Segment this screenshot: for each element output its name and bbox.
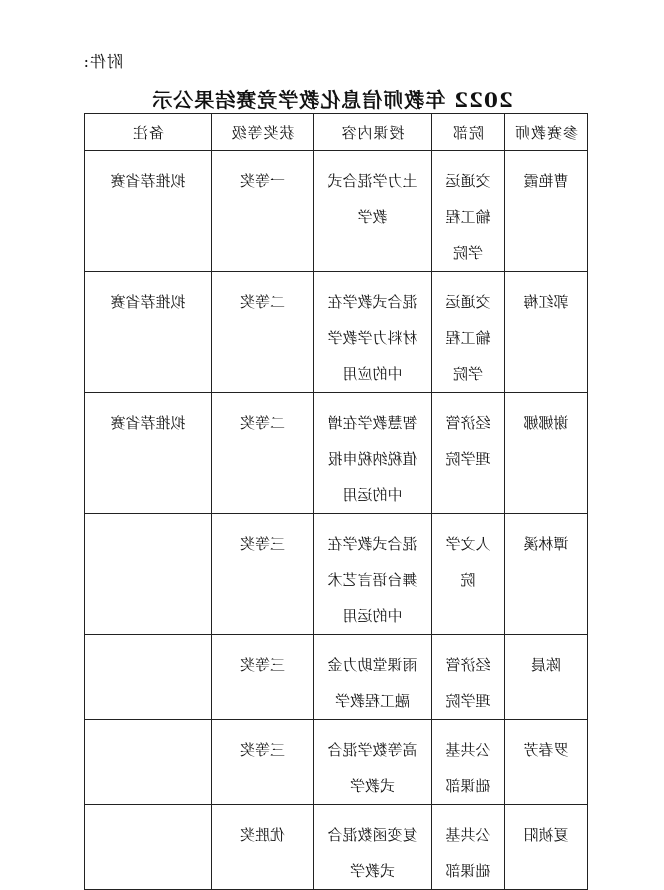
award-cell: 三等奖 [212,514,314,635]
attachment-label: 附件: [82,52,123,71]
content-cell: 混合式教学在材料力学教学中的应用 [314,272,432,393]
content-cell: 复变函数混合式教学 [314,805,432,890]
department-cell: 公共基础课部 [432,805,505,890]
teacher-cell: 谭林溪 [505,514,588,635]
content-cell: 混合式教学在舞台语言艺术中的运用 [314,514,432,635]
department-cell: 人文学院 [432,514,505,635]
header-department: 院部 [432,114,505,151]
table-row [85,514,588,635]
header-teacher: 参赛教师 [505,114,588,151]
note-cell: 拟推荐省赛 [85,393,212,514]
teacher-cell: 夏祯阳 [505,805,588,890]
award-cell: 优胜奖 [212,805,314,890]
table-header-row [85,114,588,151]
header-content: 授课内容 [314,114,432,151]
note-cell [85,635,212,720]
award-cell: 二等奖 [212,393,314,514]
table-row [85,805,588,890]
department-cell: 交通运输工程学院 [432,151,505,272]
note-cell: 拟推荐省赛 [85,272,212,393]
content-cell: 雨课堂助力金融工程教学 [314,635,432,720]
content-cell: 土力学混合式教学 [314,151,432,272]
page-title: 2022 年教师信息化教学竞赛结果公示 [151,88,513,112]
teacher-cell: 罗春芳 [505,720,588,805]
results-table [84,113,588,890]
table-row [85,151,588,272]
note-cell [85,805,212,890]
department-cell: 公共基础课部 [432,720,505,805]
table-row [85,720,588,805]
teacher-cell: 谢娜娜 [505,393,588,514]
award-cell: 一等奖 [212,151,314,272]
table-row [85,272,588,393]
table-row [85,393,588,514]
teacher-cell: 陈晨 [505,635,588,720]
teacher-cell: 曹艳霞 [505,151,588,272]
award-cell: 二等奖 [212,272,314,393]
content-cell: 智慧教学在增值税纳税申报中的运用 [314,393,432,514]
note-cell [85,514,212,635]
department-cell: 交通运输工程学院 [432,272,505,393]
header-note: 备注 [85,114,212,151]
note-cell: 拟推荐省赛 [85,151,212,272]
content-cell: 高等数学混合式教学 [314,720,432,805]
teacher-cell: 郭红梅 [505,272,588,393]
award-cell: 三等奖 [212,720,314,805]
header-award: 获奖等级 [212,114,314,151]
department-cell: 经济管理学院 [432,635,505,720]
table-row [85,635,588,720]
award-cell: 三等奖 [212,635,314,720]
note-cell [85,720,212,805]
department-cell: 经济管理学院 [432,393,505,514]
